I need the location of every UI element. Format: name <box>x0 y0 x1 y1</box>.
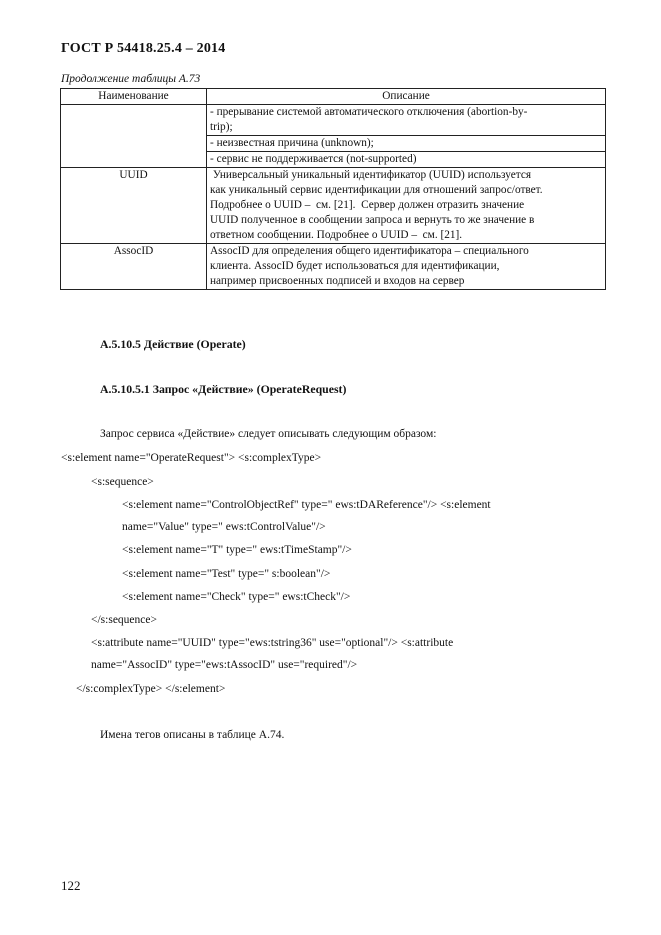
code-line: <s:element name="Check" type=" ews:tCheck"/> <box>122 591 351 603</box>
code-line: name="AssocID" type="ews:tAssocID" use="required"/> <box>91 659 358 671</box>
description-line: trip); <box>210 121 233 133</box>
code-line: <s:element name="T" type=" ews:tTimeStamp"/> <box>122 544 352 556</box>
description-line: Подробнее о UUID – см. [21]. Сервер должен отразить значение <box>210 199 525 211</box>
table-cell-description <box>207 152 606 168</box>
code-line: <s:element name="OperateRequest"> <s:complexType> <box>61 452 322 464</box>
table-cell-description <box>207 168 606 244</box>
code-line: <s:attribute name="UUID" type="ews:tstring36" use="optional"/> <s:attribute <box>91 637 454 649</box>
footnote-paragraph: Имена тегов описаны в таблице А.74. <box>100 729 285 741</box>
document-header: ГОСТ Р 54418.25.4 – 2014 <box>61 41 226 56</box>
code-line: name="Value" type=" ews:tControlValue"/> <box>122 521 326 533</box>
table-cell-name: AssocID <box>61 244 207 290</box>
description-line: ответном сообщении. Подробнее о UUID – см. [21]. <box>210 229 463 241</box>
description-line: UUID полученное в сообщении запроса и вернуть то же значение в <box>210 214 535 226</box>
code-line: <s:sequence> <box>91 476 154 488</box>
table-cell-description <box>207 244 606 290</box>
table-cell-name: UUID <box>61 168 207 244</box>
description-line: Универсальный уникальный идентификатор (UUID) используется <box>210 169 532 181</box>
description-line: AssocID для определения общего идентификатора – специального <box>210 245 529 257</box>
table-cell-description <box>207 105 606 136</box>
column-header-name: Наименование <box>61 89 207 105</box>
table-caption: Продолжение таблицы А.73 <box>61 73 201 85</box>
code-line: </s:sequence> <box>91 614 157 626</box>
table-row <box>61 244 606 290</box>
intro-paragraph: Запрос сервиса «Действие» следует описывать следующим образом: <box>100 428 437 440</box>
subsection-heading: А.5.10.5.1 Запрос «Действие» (OperateRequest) <box>100 382 347 396</box>
section-heading: А.5.10.5 Действие (Operate) <box>100 337 246 351</box>
description-line: клиента. AssocID будет использоваться для идентификации, <box>210 260 500 272</box>
table-row <box>61 168 606 244</box>
code-line: </s:complexType> </s:element> <box>76 683 226 695</box>
table-cell-name <box>61 105 207 168</box>
description-line: - сервис не поддерживается (not-supported) <box>210 153 417 165</box>
page-number: 122 <box>61 878 81 893</box>
spec-table <box>60 88 606 290</box>
table-row <box>61 105 606 136</box>
description-line: - неизвестная причина (unknown); <box>210 137 374 149</box>
description-line: например присвоенных подписей и входов на сервер <box>210 275 465 287</box>
column-header-description: Описание <box>207 89 606 105</box>
description-line: как уникальный сервис идентификации для отношений запрос/ответ. <box>210 184 543 196</box>
description-line: - прерывание системой автоматического отключения (abortion-by- <box>210 106 528 118</box>
code-line: <s:element name="ControlObjectRef" type=" ews:tDAReference"/> <s:element <box>122 499 491 511</box>
code-line: <s:element name="Test" type=" s:boolean"/> <box>122 568 331 580</box>
table-cell-description <box>207 136 606 152</box>
table-header-row <box>61 89 606 105</box>
